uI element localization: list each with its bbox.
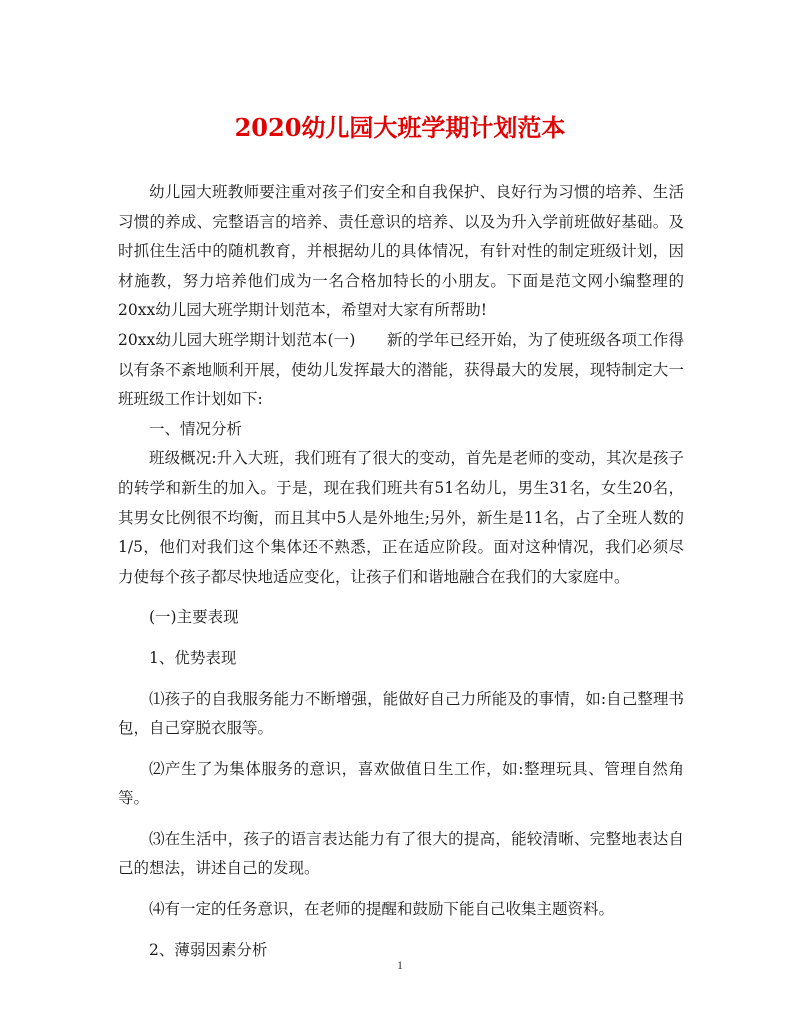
- strength-item-1: ⑴孩子的自我服务能力不断增强，能做好自己力所能及的事情，如:自己整理书包，自己穿脱衣服等。: [118, 689, 684, 738]
- class-overview-paragraph: 班级概况:升入大班，我们班有了很大的变动，首先是老师的变动，其次是孩子的转学和新生的加入。于是，现在我们班共有51名幼儿，男生31名，女生20名，其男女比例很不均衡，而且其中5人是外地生;另外，新生是11名，占了全班人数的1/5，他们对我们这个集体还不熟悉，正在适应阶段。面对这种情况，我们必须尽力使每个孩子都尽快地适应变化，让孩子们和谐地融合在我们的大家庭中。: [118, 449, 684, 586]
- intro-paragraph: 幼儿园大班教师要注重对孩子们安全和自我保护、良好行为习惯的培养、生活习惯的养成、完整语言的培养、责任意识的培养、以及为升入学前班做好基础。及时抓住生活中的随机教育，并根据幼儿的具体情况，有针对性的制定班级计划，因材施教，努力培养他们成为一名合格加特长的小朋友。下面是范文网小编整理的20xx幼儿园大班学期计划范本，希望对大家有所帮助!: [118, 183, 684, 320]
- subheading-strengths: 1、优势表现: [149, 648, 237, 667]
- subheading-weakness-analysis: 2、薄弱因素分析: [149, 940, 268, 959]
- subheading-main-performance: (一)主要表现: [149, 608, 239, 627]
- plan-intro-paragraph: 20xx幼儿园大班学期计划范本(一) 新的学年已经开始，为了使班级各项工作得以有条不紊地顺利开展，使幼儿发挥最大的潜能，获得最大的发展，现特制定大一班班级工作计划如下:: [118, 330, 684, 409]
- page-number: 1: [397, 958, 403, 972]
- strength-item-3: ⑶在生活中，孩子的语言表达能力有了很大的提高，能较清晰、完整地表达自己的想法，讲述自己的发现。: [118, 829, 684, 878]
- section-heading-situation-analysis: 一、情况分析: [149, 419, 243, 438]
- strength-item-2: ⑵产生了为集体服务的意识，喜欢做值日生工作，如:整理玩具、管理自然角等。: [118, 759, 684, 808]
- document-title: 2020幼儿园大班学期计划范本: [234, 113, 566, 142]
- strength-item-4: ⑷有一定的任务意识，在老师的提醒和鼓励下能自己收集主题资料。: [149, 900, 615, 919]
- document-body: [118, 178, 684, 965]
